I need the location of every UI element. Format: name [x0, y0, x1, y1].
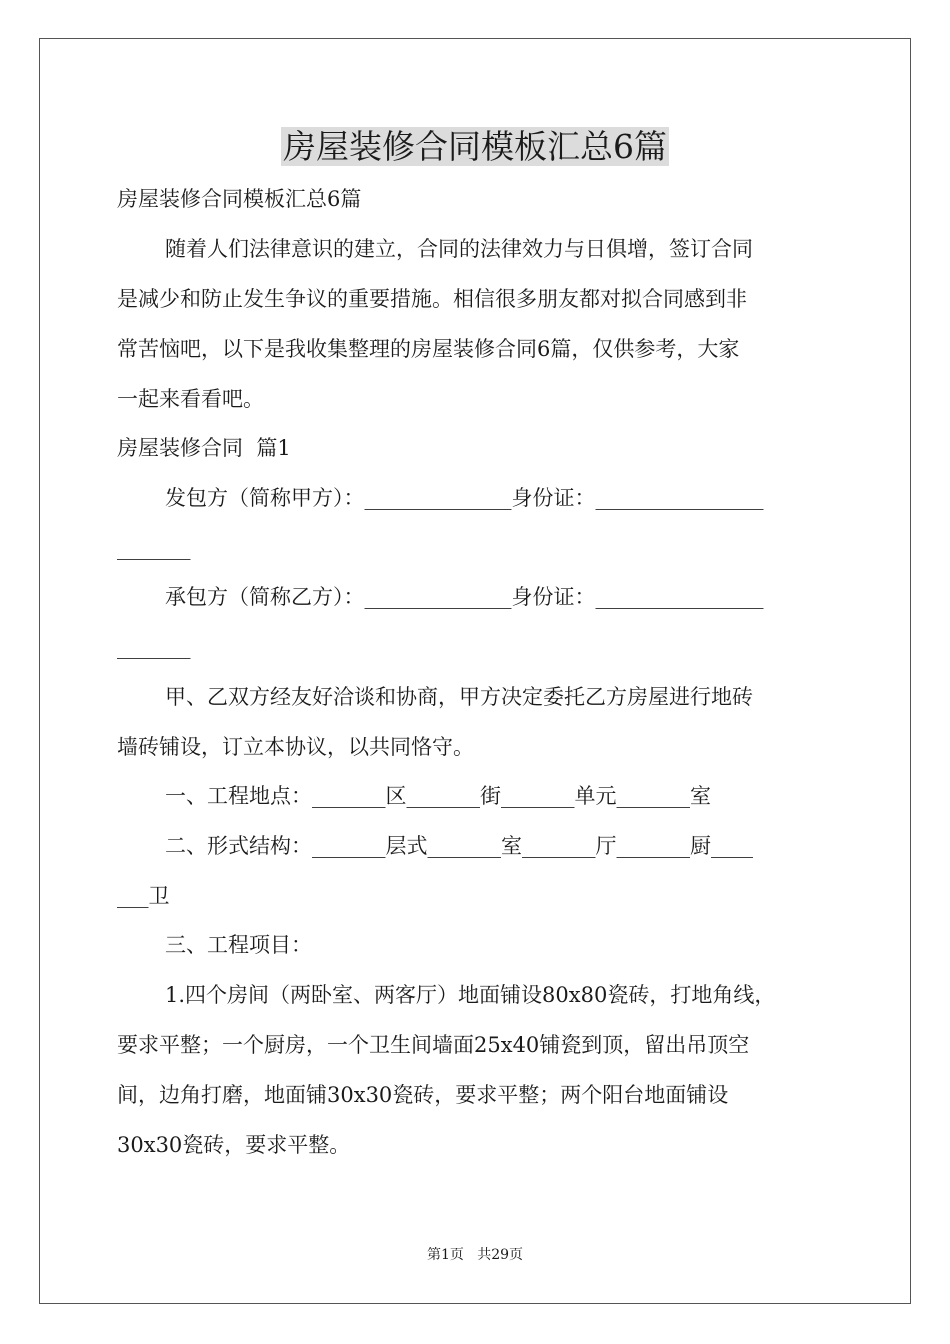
clause-line: 一、工程地点：_______区_______街_______单元_______室 — [165, 784, 711, 808]
paragraph-line: 一起来看看吧。 — [117, 387, 264, 411]
paragraph-line: 墙砖铺设，订立本协议，以共同恪守。 — [117, 735, 474, 759]
paragraph-line: 随着人们法律意识的建立，合同的法律效力与日俱增，签订合同 — [165, 237, 753, 261]
clause-line: 三、工程项目： — [165, 933, 312, 957]
paragraph-line: 是减少和防止发生争议的重要措施。相信很多朋友都对拟合同感到非 — [117, 287, 747, 311]
party-b-line-continued: _______ — [117, 635, 191, 659]
paragraph-line: 常苦恼吧，以下是我收集整理的房屋装修合同6篇，仅供参考，大家 — [117, 337, 740, 361]
party-b-line: 承包方（简称乙方）：______________身份证：________________ — [165, 585, 764, 609]
paragraph-line: 要求平整；一个厨房，一个卫生间墙面25x40铺瓷到顶，留出吊顶空 — [117, 1033, 750, 1057]
page-border — [39, 38, 911, 1304]
party-a-line: 发包方（简称甲方）：______________身份证：________________ — [165, 486, 764, 510]
document-title — [0, 122, 950, 172]
clause-line-continued: ___卫 — [117, 884, 170, 908]
paragraph-line: 甲、乙双方经友好洽谈和协商，甲方决定委托乙方房屋进行地砖 — [165, 685, 753, 709]
paragraph-line: 30x30瓷砖，要求平整。 — [117, 1133, 351, 1157]
section-heading: 房屋装修合同 篇1 — [117, 436, 291, 460]
page-footer: 第1页 共29页 — [426, 1247, 524, 1263]
document-title-text: 房屋装修合同模板汇总6篇 — [283, 127, 667, 166]
party-a-line-continued: _______ — [117, 536, 191, 560]
clause-line: 二、形式结构：_______层式_______室_______厅_______厨____ — [165, 834, 753, 858]
paragraph-line: 间，边角打磨，地面铺30x30瓷砖，要求平整；两个阳台地面铺设 — [117, 1083, 729, 1107]
subtitle-line: 房屋装修合同模板汇总6篇 — [117, 187, 362, 211]
paragraph-line: 1.四个房间（两卧室、两客厅）地面铺设80x80瓷砖，打地角线， — [165, 983, 776, 1007]
